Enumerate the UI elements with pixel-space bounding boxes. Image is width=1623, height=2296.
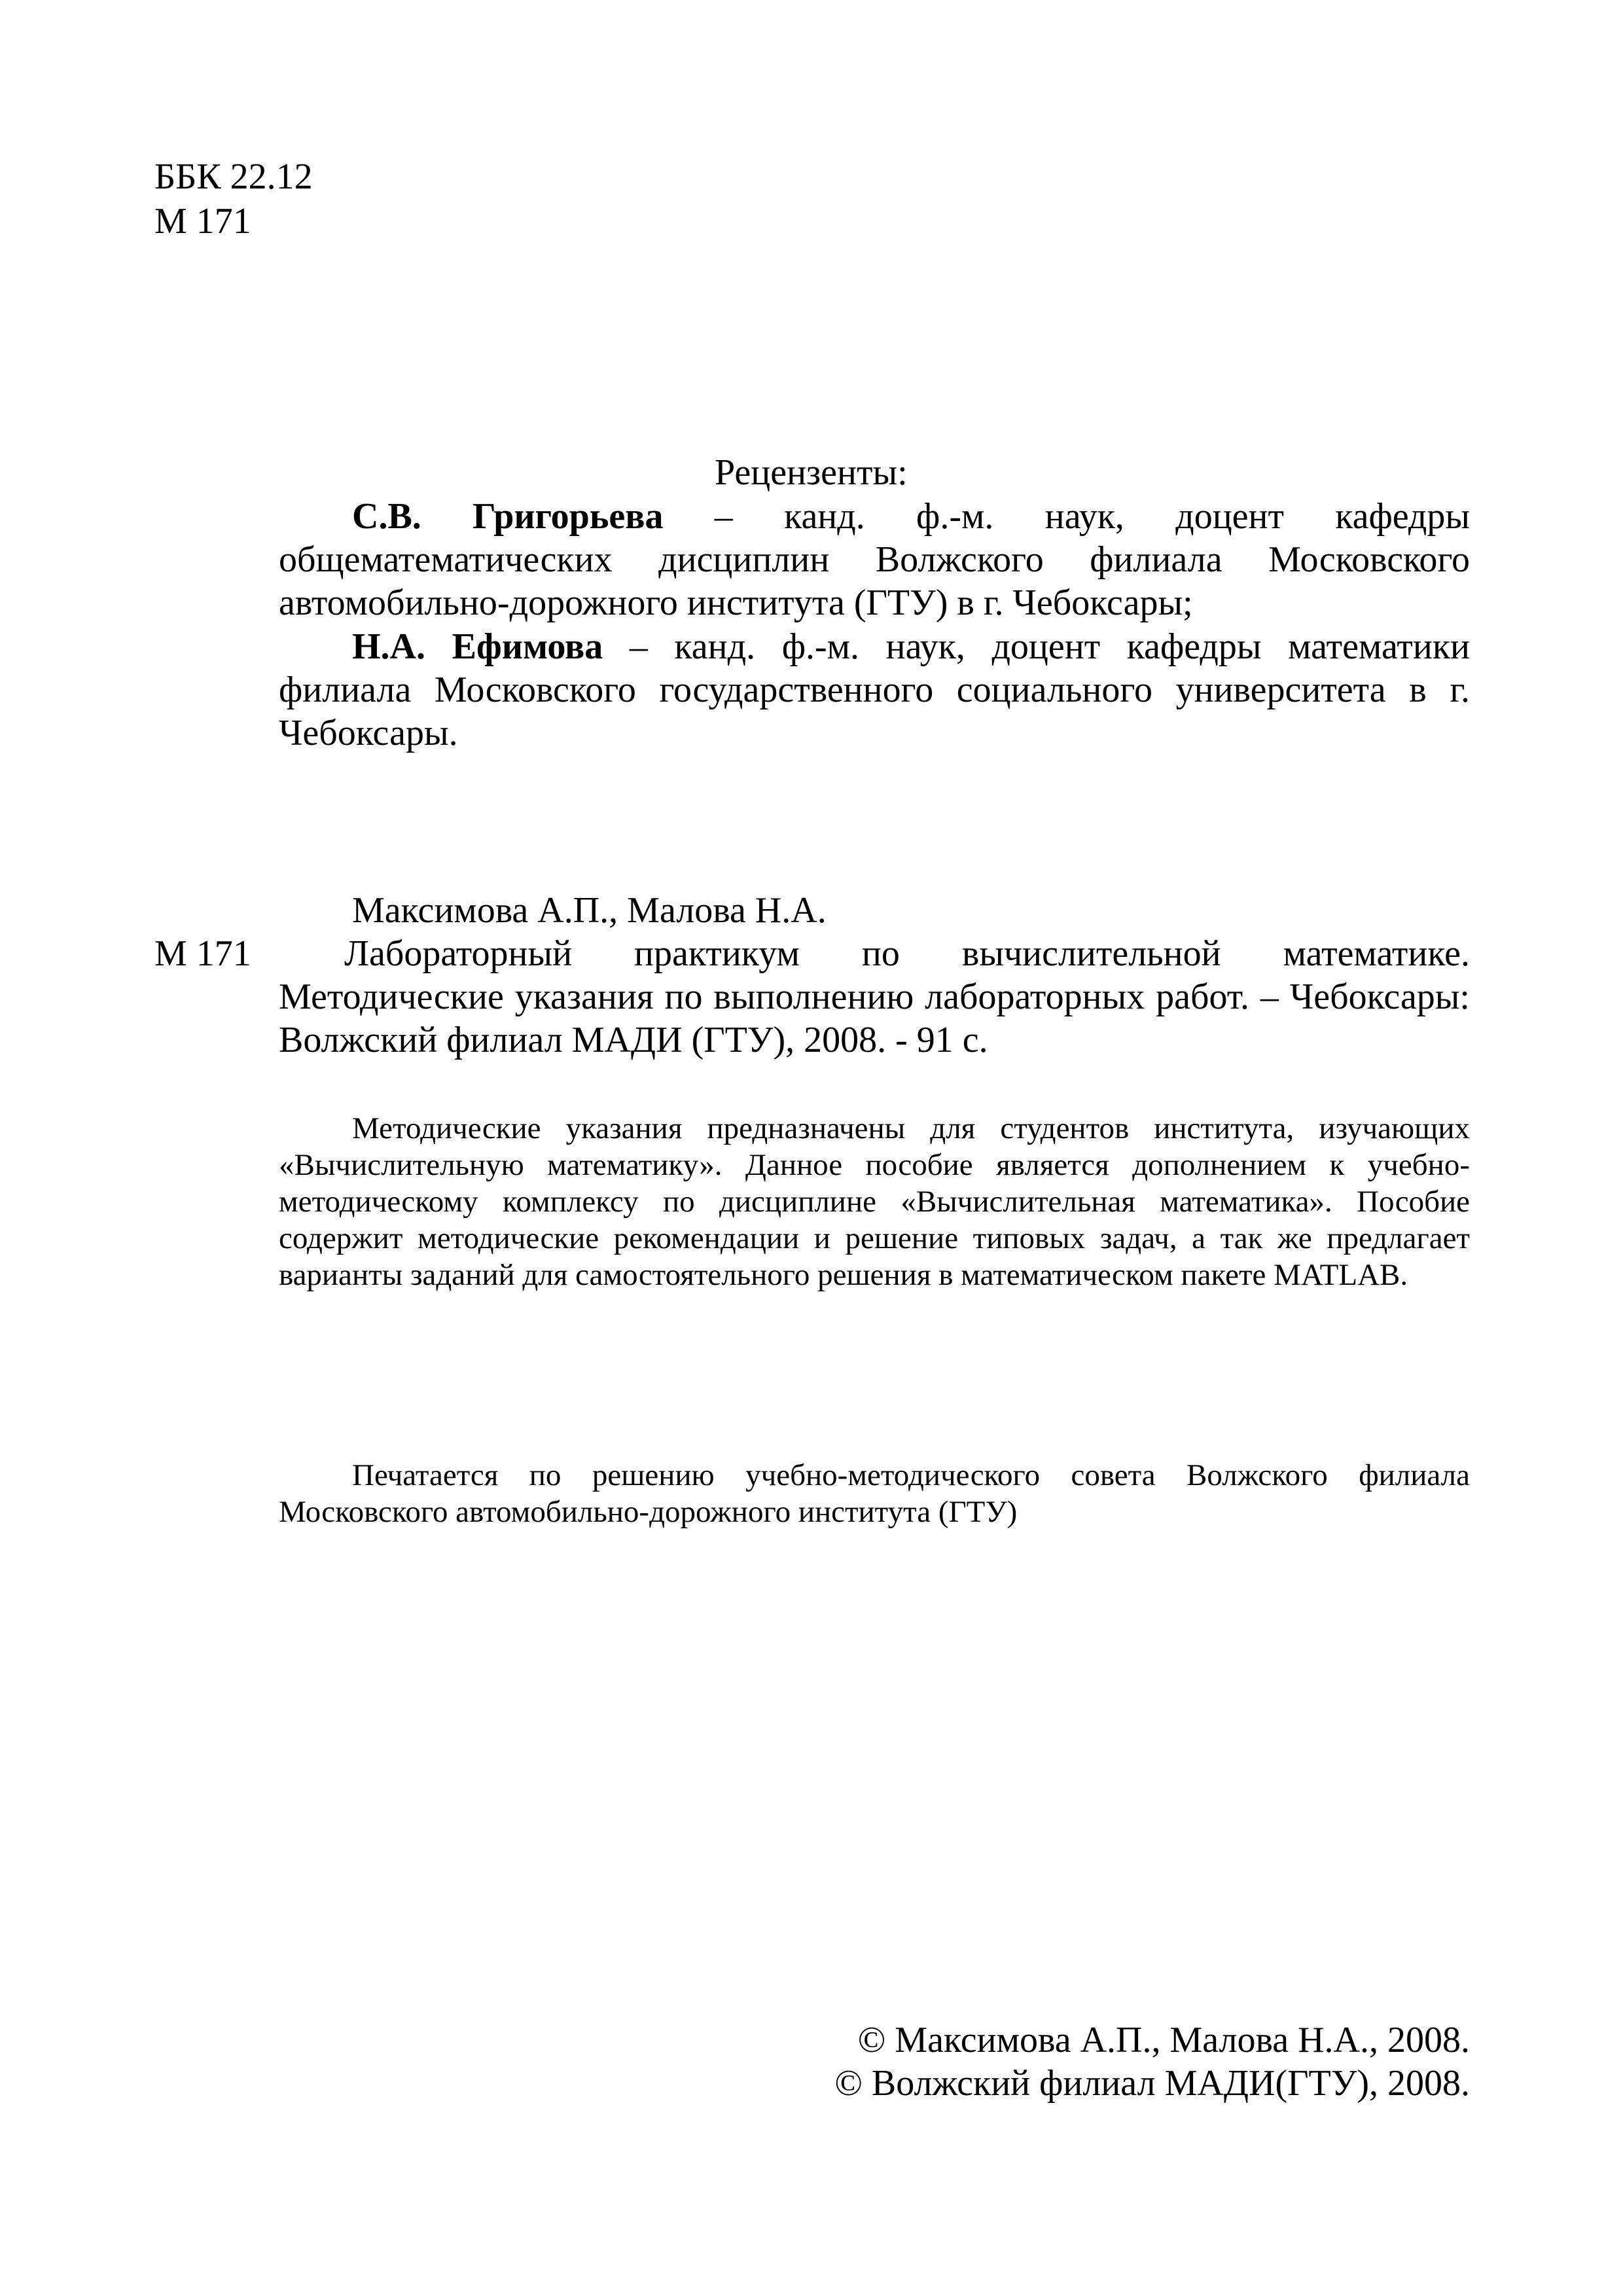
annotation-paragraph: Методические указания предназначены для студентов института, изучающих «Вычислительную математику». Данное пособие является дополнением к учебно-методическому комплексу по дисциплине «Вычислительная математика». Пособие содержит методические рекомендации и решение типовых задач, а так же предлагает варианты заданий для самостоятельного решения в математическом пакете MATLAB. — [279, 1111, 1470, 1292]
reviewer-name: Н.А. Ефимова — [352, 626, 603, 667]
reviewer-description: – канд. ф.-м. наук, доцент кафедры общематематических дисциплин Волжского филиала Московского автомобильно-дорожного института (ГТУ) в г. Чебоксары; — [279, 496, 1470, 623]
book-authors: Максимова А.П., Малова Н.А. — [352, 890, 827, 931]
copyright-authors: © Максимова А.П., Малова Н.А., 2008. — [857, 2020, 1470, 2060]
copyright-institution: © Волжский филиал МАДИ(ГТУ), 2008. — [834, 2063, 1470, 2104]
book-code: М 171 — [154, 933, 251, 974]
reviewer-entry — [279, 625, 1470, 755]
printed-by-note: Печатается по решению учебно-методического совета Волжского филиала Московского автомобильно-дорожного института (ГТУ) — [279, 1458, 1470, 1529]
reviewer-entry — [279, 495, 1470, 624]
classification-block — [154, 154, 313, 243]
book-description: Лабораторный практикум по вычислительной математике. Методические указания по выполнению лабораторных работ. – Чебоксары: Волжский филиал МАДИ (ГТУ), 2008. - 91 с. — [279, 933, 1470, 1060]
reviewers-heading: Рецензенты: — [715, 452, 908, 493]
reviewer-description: – канд. ф.-м. наук, доцент кафедры математики филиала Московского государственного социального университета в г. Чебоксары. — [279, 626, 1470, 753]
author-mark: М 171 — [154, 201, 251, 242]
reviewer-name: С.В. Григорьева — [352, 496, 664, 537]
bbk-code: ББК 22.12 — [154, 156, 313, 197]
